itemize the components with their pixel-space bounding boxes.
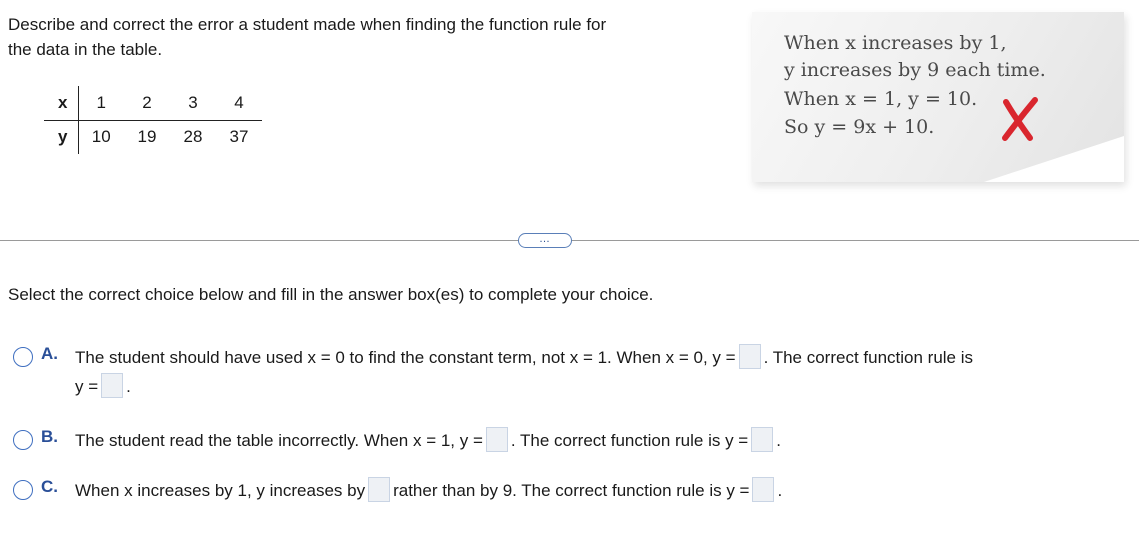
question-line-1: Describe and correct the error a student made when finding the function rule for bbox=[8, 15, 607, 34]
choice-b-text bbox=[75, 429, 781, 454]
table-row-y bbox=[44, 120, 262, 154]
choice-a-letter: A. bbox=[41, 344, 58, 363]
choice-b-text-1: The student read the table incorrectly. When x = 1, y = bbox=[75, 430, 483, 450]
answer-box-c-2[interactable] bbox=[752, 477, 774, 502]
table-cell: 28 bbox=[183, 127, 203, 147]
choice-a-text-4: . bbox=[126, 376, 131, 396]
student-work-note bbox=[752, 12, 1124, 182]
note-line-1: When x increases by 1, bbox=[784, 32, 1007, 54]
table-header-x: x bbox=[44, 86, 78, 120]
answer-box-b-1[interactable] bbox=[486, 427, 508, 452]
question-text bbox=[8, 12, 728, 62]
red-x-mark-icon bbox=[1000, 96, 1040, 142]
page-curl bbox=[984, 136, 1124, 182]
choice-a-text-3: y = bbox=[75, 376, 99, 396]
note-line-3: When x = 1, y = 10. bbox=[784, 88, 978, 110]
table-cell: 37 bbox=[229, 127, 249, 147]
choice-a-text bbox=[75, 346, 973, 371]
choice-c-text-1: When x increases by 1, y increases by bbox=[75, 480, 366, 500]
choice-c-letter: C. bbox=[41, 477, 58, 496]
table-cell: 2 bbox=[124, 86, 170, 120]
choice-b-text-3: . bbox=[776, 430, 781, 450]
answer-box-a-1[interactable] bbox=[739, 344, 761, 369]
note-line-4: So y = 9x + 10. bbox=[784, 116, 935, 138]
table-cell: 10 bbox=[91, 127, 111, 147]
note-line-2: y increases by 9 each time. bbox=[784, 59, 1046, 81]
choice-a-text-2: . The correct function rule is bbox=[763, 347, 974, 367]
table-row-x bbox=[44, 86, 262, 120]
answer-box-a-2[interactable] bbox=[101, 373, 123, 398]
choice-b-letter: B. bbox=[41, 427, 58, 446]
choice-b-text-2: . The correct function rule is y = bbox=[510, 430, 749, 450]
answer-box-c-1[interactable] bbox=[368, 477, 390, 502]
choice-c-text bbox=[75, 479, 782, 504]
table-cell: 19 bbox=[137, 127, 157, 147]
radio-c[interactable] bbox=[13, 480, 33, 500]
data-table bbox=[44, 86, 262, 154]
question-line-2: the data in the table. bbox=[8, 40, 163, 59]
choice-a-text-line-2 bbox=[75, 375, 131, 400]
radio-b[interactable] bbox=[13, 430, 33, 450]
answer-box-b-2[interactable] bbox=[751, 427, 773, 452]
table-cell: 4 bbox=[216, 86, 262, 120]
choice-c-text-2: rather than by 9. The correct function rule is y = bbox=[393, 480, 750, 500]
table-cell: 1 bbox=[78, 86, 124, 120]
table-cell: 3 bbox=[170, 86, 216, 120]
table-header-y: y bbox=[44, 120, 78, 154]
expand-more-button[interactable]: … bbox=[518, 233, 572, 248]
choice-c-text-3: . bbox=[777, 480, 783, 500]
choice-a-text-1: The student should have used x = 0 to find the constant term, not x = 1. When x = 0, y = bbox=[75, 347, 736, 367]
radio-a[interactable] bbox=[13, 347, 33, 367]
instruction-text: Select the correct choice below and fill in the answer box(es) to complete your choice. bbox=[8, 285, 654, 304]
